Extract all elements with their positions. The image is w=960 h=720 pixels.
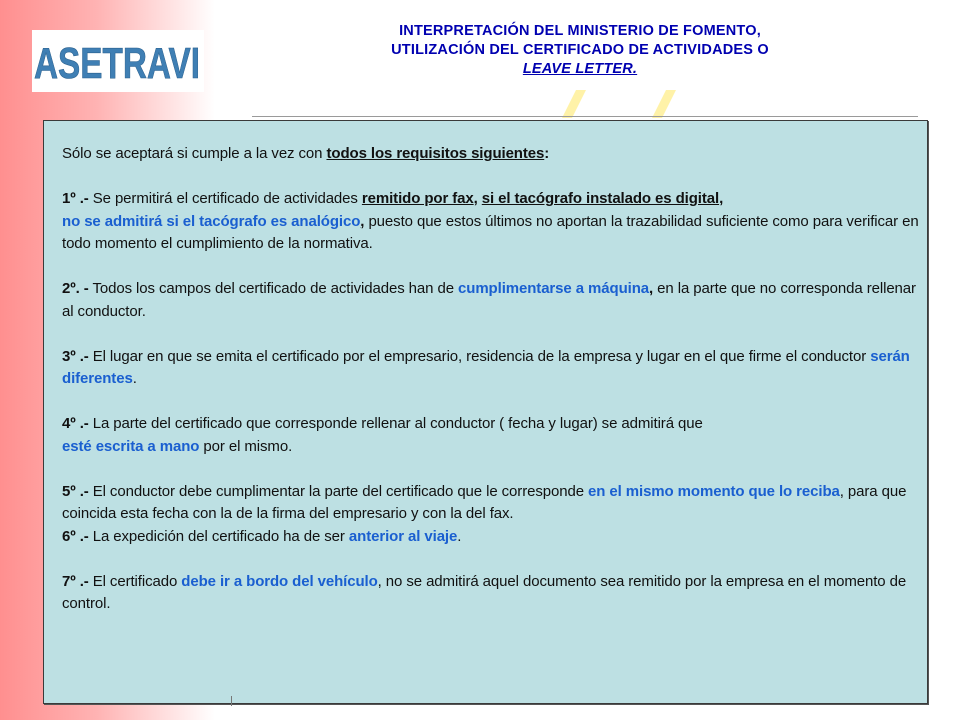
requirement-6-line [62,526,928,549]
tick-mark [231,696,232,706]
highlighted-text: cumplimentarse a máquina [458,280,650,297]
intro-emphasis: todos los requisitos siguientes [326,145,545,162]
requirement-text: . [457,527,462,545]
highlighted-text: anterior al viaje [348,527,458,545]
requirement-text: . [132,370,137,387]
requirement-text: El conductor debe cumplimentar la parte del certificado que le corresponde [88,482,589,500]
highlighted-text: no se admitirá si el tacógrafo es analógico [62,212,361,230]
title-line-1: INTERPRETACIÓN DEL MINISTERIO DE FOMENTO, [399,23,761,39]
requirement-text: La expedición del certificado ha de ser [88,527,349,545]
requirement-number: 7º .- [62,572,89,590]
title-line-2: UTILIZACIÓN DEL CERTIFICADO DE ACTIVIDADES O [391,42,769,58]
title-line-3: LEAVE LETTER. [522,61,638,77]
intro-colon: : [544,145,550,162]
requirement-3 [62,346,928,391]
requirement-number: 3º .- [62,347,89,365]
requirement-text: El certificado [88,572,182,590]
requirement-number: 1º .- [62,190,89,207]
requirement-text: La parte del certificado que corresponde rellenar al conductor ( fecha y lugar) se admitirá que [88,415,703,432]
requirement-text: , no se admitirá aquel documento sea remitido por la empresa en el momento de control. [62,572,907,612]
logo-text: ASETRAVI [34,39,200,88]
requirement-text: Todos los campos del certificado de actividades han de [88,280,459,297]
requirement-text: Se permitirá el certificado de actividades [88,190,362,207]
requirement-4 [62,413,928,458]
requirement-text: en la parte que no corresponda rellenar al conductor. [62,280,916,320]
background-decoration [556,86,686,118]
asetravi-logo [32,30,204,92]
requirement-text: por el mismo. [199,437,293,455]
requirement-text: El lugar en que se emita el certificado por el empresario, residencia de la empresa y lugar en el que firme el conductor [88,347,871,365]
requirement-2 [62,278,928,323]
requirement-5 [62,481,928,526]
highlighted-text: serán diferentes [62,347,910,387]
requirement-text: , [473,190,482,207]
requirements-text [62,143,928,638]
requirement-number: 2º. - [62,280,89,297]
highlighted-text: esté escrita a mano [62,437,200,455]
requirement-number: 4º .- [62,415,89,432]
asetravi-logo-graphic [32,30,204,92]
page-title [300,22,860,79]
highlighted-text: debe ir a bordo del vehículo [181,572,378,590]
intro-text: Sólo se aceptará si cumple a la vez con [62,145,327,162]
requirement-number: 5º .- [62,482,89,500]
requirement-1 [62,188,928,256]
divider-line [252,116,918,117]
requirement-text: , para que coincida esta fecha con la de la firma del empresario y con la del fax. [62,482,907,522]
highlighted-text: en el mismo momento que lo reciba [588,482,840,500]
requirement-text: , [719,190,724,207]
requirement-7 [62,571,928,616]
intro-paragraph [62,143,928,166]
requirement-text: , [649,280,654,297]
requirement-text: puesto que estos últimos no aportan la trazabilidad suficiente como para verificar en todo momento el cumplimiento de la normativa. [62,212,919,252]
requirements-panel [43,120,928,704]
requirement-text: , [360,212,365,230]
requirement-number: 6º .- [62,527,89,545]
underlined-text: si el tacógrafo instalado es digital [481,190,720,207]
underlined-text: remitido por fax [361,190,474,207]
